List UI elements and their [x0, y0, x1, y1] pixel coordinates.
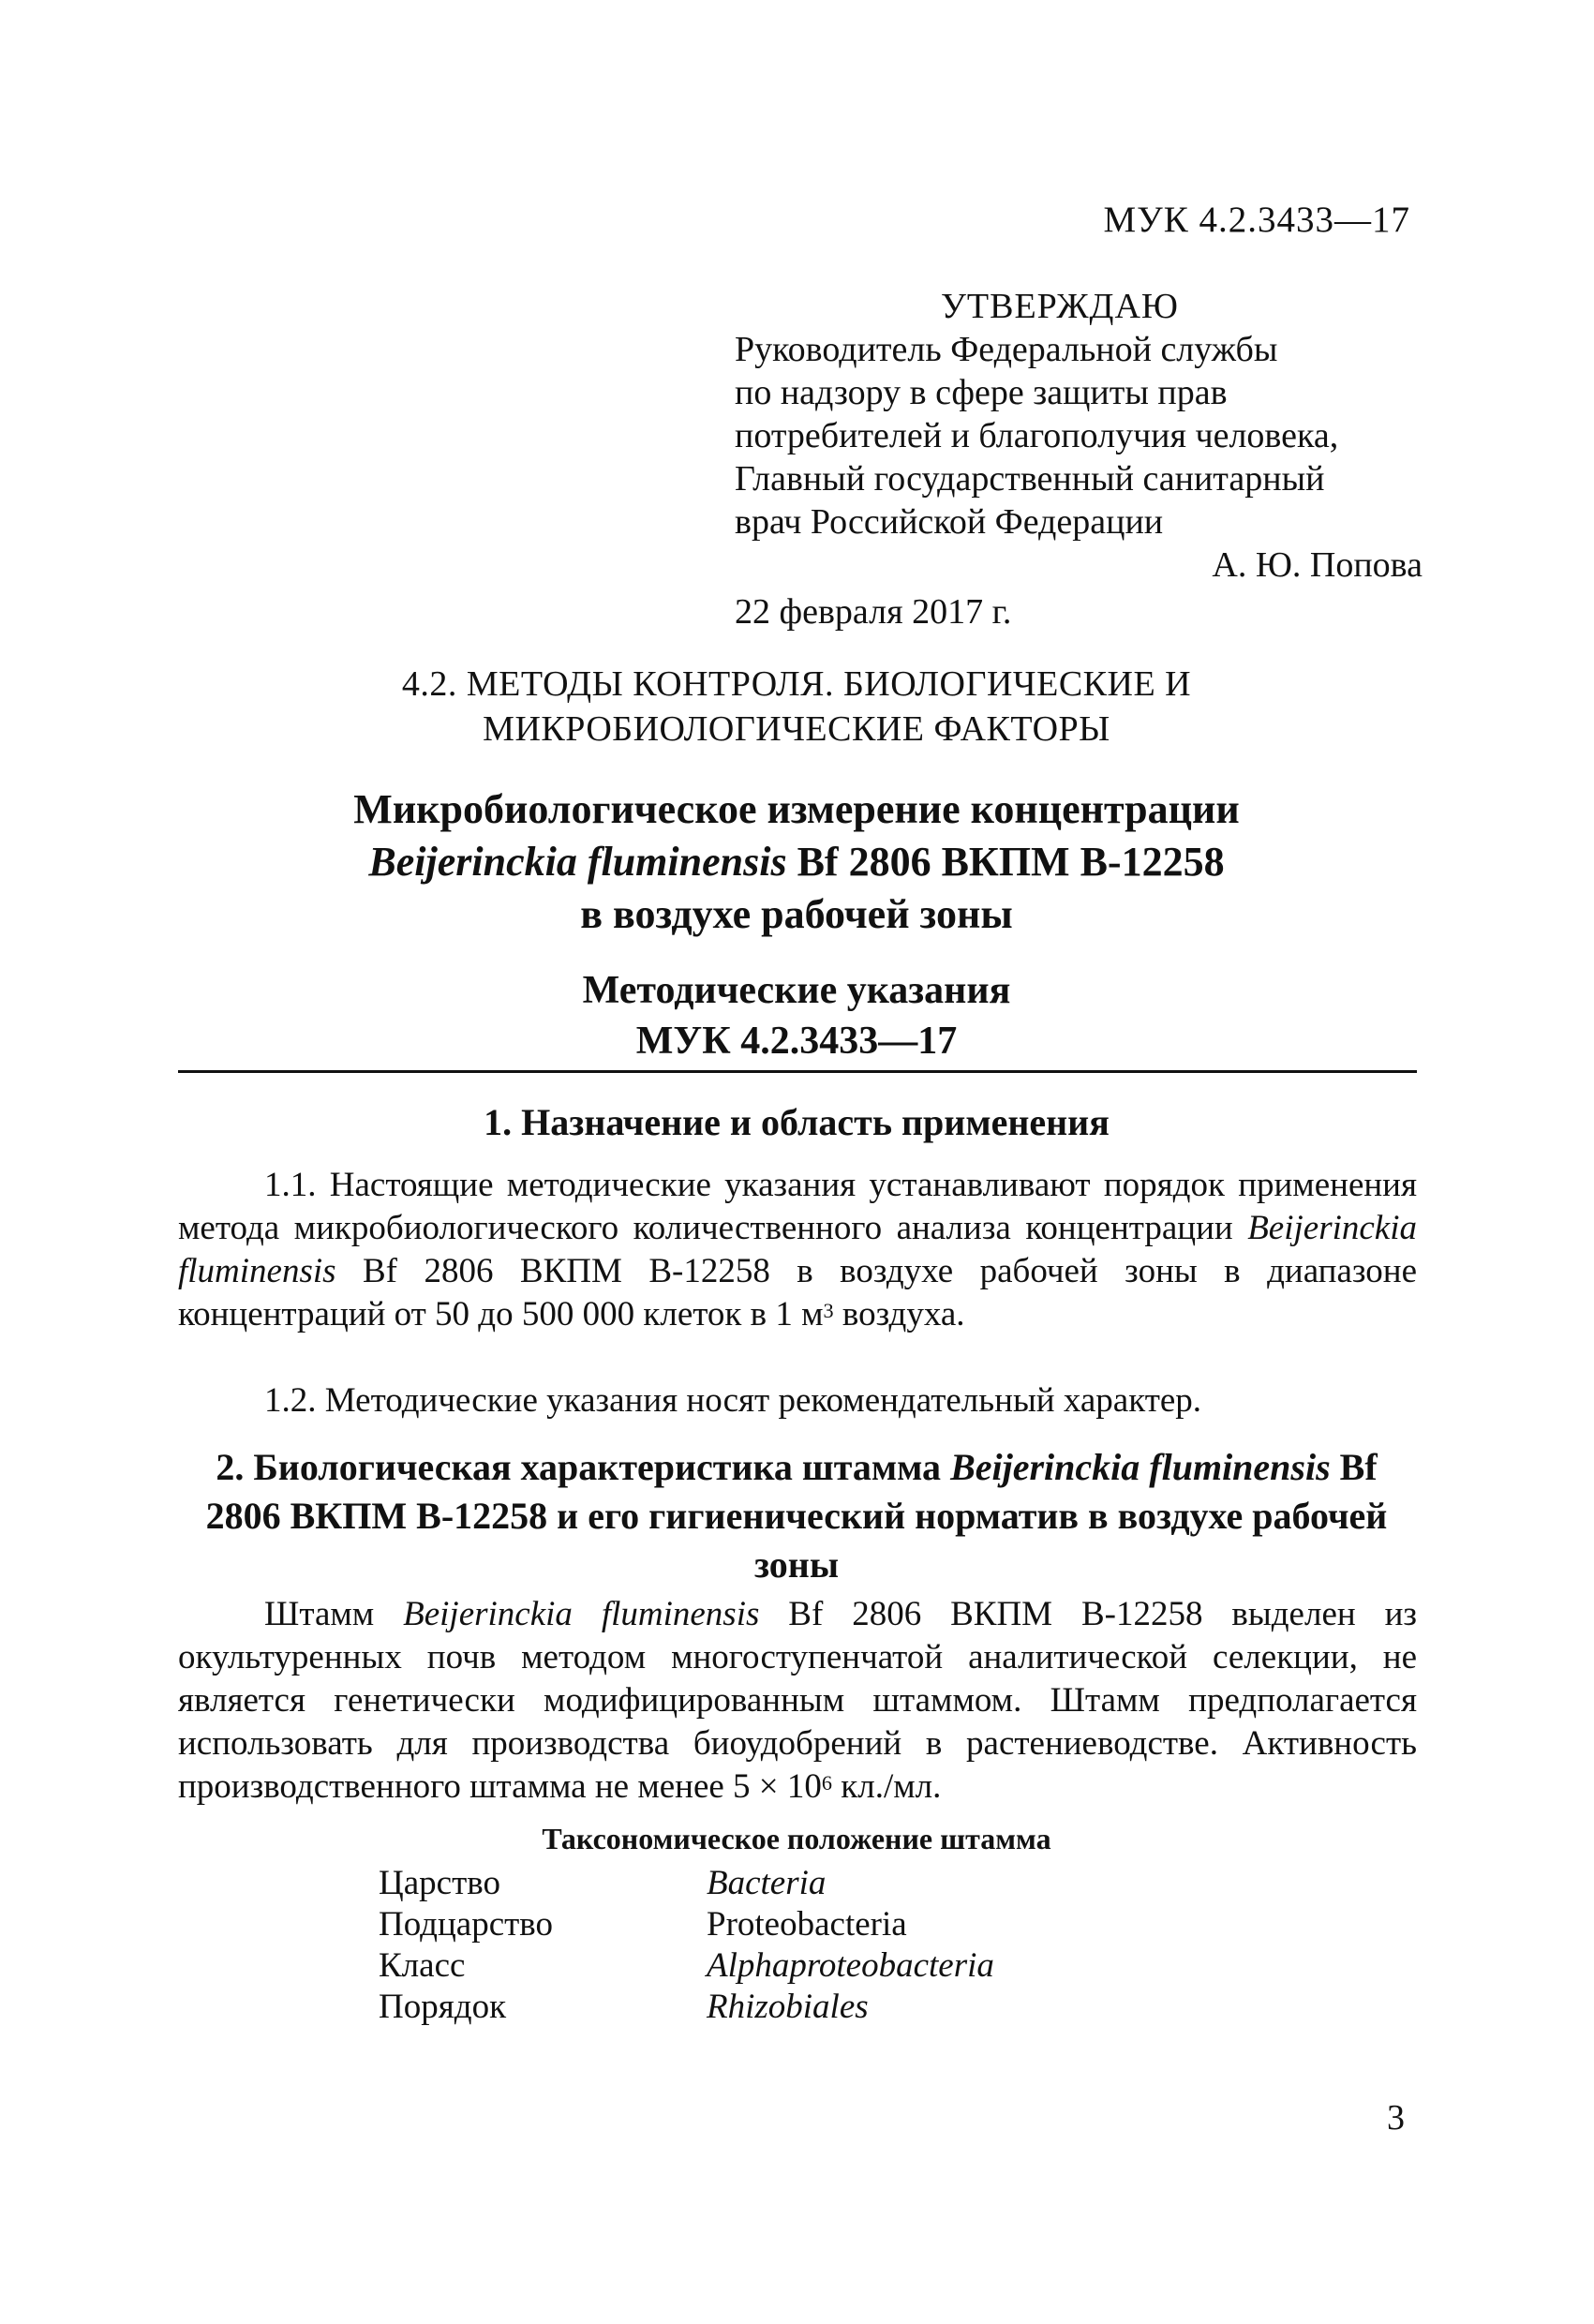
taxon-value: Rhizobiales: [707, 1988, 869, 2026]
taxon-value: Proteobacteria: [707, 1905, 907, 1944]
species-name: Beijerinckia fluminensis: [950, 1446, 1331, 1488]
taxon-value: Bacteria: [707, 1864, 827, 1902]
approval-date: 22 февраля 2017 г.: [735, 592, 1012, 632]
species-name: Beijerinckia fluminensis: [403, 1595, 760, 1633]
approval-block: [735, 285, 1428, 633]
taxonomy-title: Таксономическое положение штамма: [542, 1822, 1051, 1855]
approval-line: Главный государственный санитарный: [735, 459, 1325, 499]
approval-line: врач Российской Федерации: [735, 502, 1164, 542]
table-row: [379, 1945, 994, 1987]
taxonomy-table: [379, 1863, 994, 2028]
strain-id: Bf 2806 ВКПМ В-12258: [786, 839, 1225, 885]
approval-line: по надзору в сфере защиты прав: [735, 373, 1228, 412]
taxon-rank: Царство: [379, 1864, 500, 1902]
section-title: [178, 662, 1415, 752]
main-title: [178, 783, 1415, 941]
document-subtitle: [178, 965, 1415, 1066]
species-name: Beijerinckia fluminensis: [368, 839, 787, 885]
subtitle-line: Методические указания: [582, 969, 1011, 1012]
approval-signer: А. Ю. Попова: [1212, 545, 1423, 585]
paragraph-1-1: 1.1. Настоящие методические указания устанавливают порядок применения метода микробиологического количественного анализа концентрации Beijerinckia fluminensis Bf 2806 ВКПМ В-12258 в воздухе рабочей зоны в диапазоне концентраций от 50 до 500 000 клеток в 1 $м^3$ воздуха.: [178, 1166, 1417, 1333]
species-name: Beijerinckia fluminensis: [178, 1209, 1417, 1290]
table-row: [379, 1904, 994, 1945]
page-number: 3: [1387, 2098, 1405, 2138]
approval-line: потребителей и благополучия человека,: [735, 416, 1339, 455]
section1-heading: 1. Назначение и область применения: [484, 1101, 1110, 1143]
approval-line: Руководитель Федеральной службы: [735, 330, 1278, 369]
document-code: МУК 4.2.3433—17: [1103, 200, 1410, 240]
subtitle-line: МУК 4.2.3433—17: [635, 1020, 958, 1063]
section2-heading: 2. Биологическая характеристика штамма Beijerinckia fluminensis Bf 2806 ВКПМ В-12258 и его гигиенический норматив в воздухе рабочей зоны: [205, 1446, 1388, 1586]
main-title-line: [178, 836, 1415, 888]
divider: [178, 1070, 1417, 1073]
section-title-line: МИКРОБИОЛОГИЧЕСКИЕ ФАКТОРЫ: [483, 709, 1110, 749]
taxon-rank: Подцарство: [379, 1905, 554, 1944]
main-title-line: Микробиологическое измерение концентрации: [353, 786, 1240, 832]
taxon-rank: Порядок: [379, 1988, 507, 2026]
main-title-line: в воздухе рабочей зоны: [580, 891, 1013, 937]
table-row: [379, 1863, 994, 1904]
approval-word: УТВЕРЖДАЮ: [941, 287, 1179, 326]
table-row: [379, 1987, 994, 2028]
taxon-value: Alphaproteobacteria: [707, 1946, 994, 1985]
paragraph-1-2: 1.2. Методические указания носят рекомендательный характер.: [264, 1381, 1202, 1420]
taxon-rank: Класс: [379, 1946, 466, 1985]
paragraph-strain: Штамм Beijerinckia fluminensis Bf 2806 ВКПМ В-12258 выделен из окультуренных почв методом многоступенчатой аналитической селекции, не является генетически модифицированным штаммом. Штамм предполагается использовать для производства биоудобрений в растениеводстве. Активность производственного штамма не менее $5 \times 10^6$ кл./мл.: [178, 1595, 1417, 1806]
section-title-line: 4.2. МЕТОДЫ КОНТРОЛЯ. БИОЛОГИЧЕСКИЕ И: [401, 664, 1192, 704]
